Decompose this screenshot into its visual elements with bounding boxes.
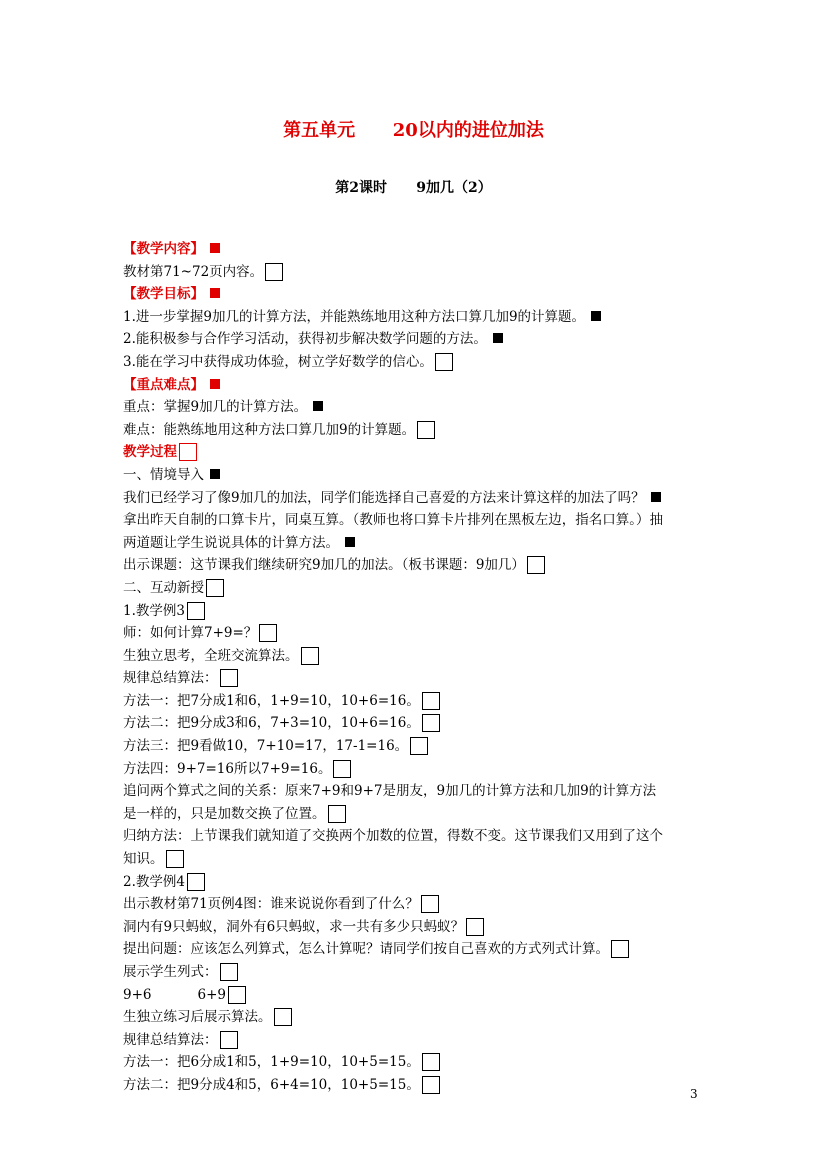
checkbox-square-icon <box>410 737 428 755</box>
line-text: 2.能积极参与合作学习活动，获得初步解决数学问题的方法。 <box>123 331 487 348</box>
line-text: 知识。 <box>123 851 164 868</box>
text-line <box>123 306 713 329</box>
checkbox-square-icon <box>187 873 205 891</box>
text-line <box>123 464 713 487</box>
text-line <box>123 893 713 916</box>
text-line <box>123 712 713 735</box>
text-line <box>123 554 713 577</box>
text-line <box>123 758 713 781</box>
unit-title: 第五单元 20以内的进位加法 <box>283 120 544 141</box>
line-text: 方法一：把6分成1和5，1+9=10，10+5=15。 <box>123 1054 420 1071</box>
filled-square-icon <box>210 288 220 298</box>
line-text: 1.教学例3 <box>123 602 185 619</box>
line-text: 方法三：把9看做10，7+10=17，17-1=16。 <box>123 738 409 755</box>
document-body <box>123 238 713 1097</box>
checkbox-square-icon <box>422 714 440 732</box>
section-heading <box>123 283 713 306</box>
line-text: 是一样的，只是加数交换了位置。 <box>123 805 326 822</box>
text-line <box>123 645 713 668</box>
checkbox-square-icon <box>435 353 453 371</box>
checkbox-square-icon <box>417 421 435 439</box>
line-text: 教材第71~72页内容。 <box>123 263 264 280</box>
line-text: 追问两个算式之间的关系：原来7+9和9+7是朋友，9加几的计算方法和几加9的计算方法 <box>123 783 657 800</box>
page-number: 3 <box>690 1087 698 1101</box>
text-line <box>123 509 713 532</box>
text-line <box>123 351 713 374</box>
checkbox-square-icon <box>422 692 440 710</box>
line-text: 【重点难点】 <box>123 376 204 393</box>
text-line <box>123 735 713 758</box>
text-line <box>123 600 713 623</box>
section-heading <box>123 374 713 397</box>
lesson-subtitle: 第2课时 9加几（2） <box>335 180 492 196</box>
checkbox-square-icon <box>265 263 283 281</box>
checkbox-square-icon <box>166 850 184 868</box>
line-text: 规律总结算法： <box>123 1031 218 1048</box>
line-text: 生独立思考，全班交流算法。 <box>123 647 299 664</box>
filled-square-icon <box>313 401 323 411</box>
line-text: 规律总结算法： <box>123 670 218 687</box>
section-heading <box>123 441 713 464</box>
text-line <box>123 577 713 600</box>
line-text: 生独立练习后展示算法。 <box>123 1009 272 1026</box>
text-line <box>123 667 713 690</box>
checkbox-square-icon <box>422 1076 440 1094</box>
checkbox-square-icon <box>328 805 346 823</box>
line-text: 难点：能熟练地用这种方法口算几加9的计算题。 <box>123 421 416 438</box>
checkbox-square-icon <box>466 918 484 936</box>
checkbox-square-icon <box>259 624 277 642</box>
line-text: 教学过程 <box>123 444 177 461</box>
line-text: 2.教学例4 <box>123 873 185 890</box>
text-line <box>123 532 713 555</box>
filled-square-icon <box>493 333 503 343</box>
text-line <box>123 871 713 894</box>
filled-square-icon <box>210 243 220 253</box>
checkbox-square-icon <box>206 579 224 597</box>
line-text: 1.进一步掌握9加几的计算方法，并能熟练地用这种方法口算几加9的计算题。 <box>123 308 586 325</box>
text-line <box>123 396 713 419</box>
line-text: 归纳方法：上节课我们就知道了交换两个加数的位置，得数不变。这节课我们又用到了这个 <box>123 828 663 845</box>
text-line <box>123 780 713 803</box>
text-line <box>123 984 713 1007</box>
text-line <box>123 690 713 713</box>
line-text: 3.能在学习中获得成功体验，树立学好数学的信心。 <box>123 353 433 370</box>
checkbox-square-icon <box>220 963 238 981</box>
text-line <box>123 916 713 939</box>
line-text: 出示课题：这节课我们继续研究9加几的加法。（板书课题：9加几） <box>123 557 525 574</box>
checkbox-square-icon <box>333 760 351 778</box>
line-text: 方法四：9+7=16所以7+9=16。 <box>123 760 332 777</box>
filled-square-icon <box>345 537 355 547</box>
checkbox-square-icon <box>527 556 545 574</box>
line-text: 二、互动新授 <box>123 579 204 596</box>
text-line <box>123 1051 713 1074</box>
text-line <box>123 487 713 510</box>
checkbox-square-icon <box>220 1031 238 1049</box>
line-text: 我们已经学习了像9加几的加法，同学们能选择自己喜爱的方法来计算这样的加法了吗？ <box>123 489 645 506</box>
text-line <box>123 848 713 871</box>
filled-square-icon <box>210 379 220 389</box>
line-text: 【教学内容】 <box>123 241 204 257</box>
line-text: 提出问题：应该怎么列算式，怎么计算呢？请同学们按自己喜欢的方式列式计算。 <box>123 941 609 958</box>
checkbox-square-icon <box>422 1053 440 1071</box>
text-line <box>123 622 713 645</box>
line-text: 一、情境导入 <box>123 466 204 483</box>
section-heading <box>123 238 713 261</box>
checkbox-square-icon <box>220 669 238 687</box>
checkbox-square-icon <box>301 647 319 665</box>
checkbox-square-icon <box>179 443 197 461</box>
text-line <box>123 938 713 961</box>
line-text: 方法一：把7分成1和6，1+9=10，10+6=16。 <box>123 692 420 709</box>
checkbox-square-icon <box>274 1008 292 1026</box>
line-text: 【教学目标】 <box>123 286 204 303</box>
text-line <box>123 961 713 984</box>
line-text: 方法二：把9分成3和6，7+3=10，10+6=16。 <box>123 715 420 732</box>
filled-square-icon <box>210 469 220 479</box>
line-text: 两道题让学生说说具体的计算方法。 <box>123 534 339 551</box>
checkbox-square-icon <box>228 986 246 1004</box>
text-line <box>123 1074 713 1097</box>
text-line <box>123 419 713 442</box>
checkbox-square-icon <box>611 940 629 958</box>
line-text: 展示学生列式： <box>123 964 218 980</box>
line-text-secondary: 6+9 <box>197 986 226 1003</box>
text-line <box>123 328 713 351</box>
line-text: 洞内有9只蚂蚁，洞外有6只蚂蚁，求一共有多少只蚂蚁？ <box>123 918 465 935</box>
filled-square-icon <box>651 492 661 502</box>
text-line <box>123 1029 713 1052</box>
line-text: 重点：掌握9加几的计算方法。 <box>123 399 308 416</box>
filled-square-icon <box>591 311 601 321</box>
text-line <box>123 261 713 284</box>
line-text: 9+6 <box>123 986 152 1003</box>
text-line <box>123 803 713 826</box>
line-text: 师：如何计算7+9=？ <box>123 625 258 642</box>
text-line <box>123 1006 713 1029</box>
line-text: 出示教材第71页例4图：谁来说说你看到了什么？ <box>123 896 419 913</box>
text-line <box>123 825 713 848</box>
checkbox-square-icon <box>421 895 439 913</box>
line-text: 方法二：把9分成4和5，6+4=10，10+5=15。 <box>123 1076 420 1093</box>
line-text: 拿出昨天自制的口算卡片，同桌互算。（教师也将口算卡片排列在黑板左边，指名口算。）抽 <box>123 512 663 529</box>
checkbox-square-icon <box>187 602 205 620</box>
